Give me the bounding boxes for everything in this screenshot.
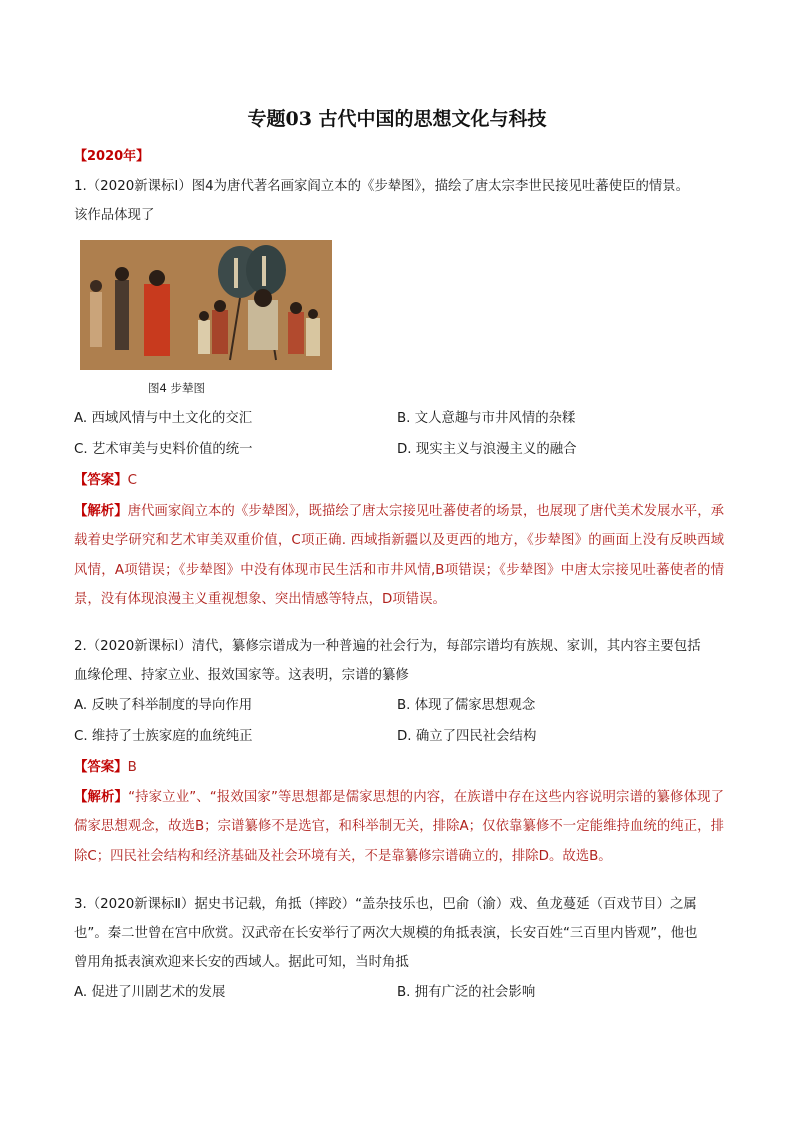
q2-answer-label: 【答案】 [74, 760, 128, 775]
q1-answer-label: 【答案】 [74, 473, 128, 488]
q3-option-a: A. 促进了川剧艺术的发展 [74, 985, 226, 1000]
q1-answer-value: C [127, 473, 137, 488]
q2-answer-value: B [127, 760, 137, 775]
q1-answer [74, 472, 137, 490]
painting-image [80, 240, 332, 370]
q3-stem-line1: 3.（2020新课标Ⅱ）据史书记载，角抵（摔跤）“盖杂技乐也，巴俞（渝）戏、鱼龙蔓延（百戏节目）之属 [74, 897, 697, 912]
q3-stem-line3: 曾用角抵表演欢迎来长安的西域人。据此可知，当时角抵 [74, 955, 409, 970]
q3-stem-line2: 也”。秦二世曾在宫中欣赏。汉武帝在长安举行了两次大规模的角抵表演，长安百姓“三百里内皆观”，他也 [74, 926, 698, 941]
q2-option-c: C. 维持了士族家庭的血统纯正 [74, 729, 253, 744]
q1-option-d: D. 现实主义与浪漫主义的融合 [397, 442, 577, 457]
q2-analysis [74, 783, 724, 875]
q2-option-a: A. 反映了科举制度的导向作用 [74, 698, 253, 713]
q2-option-d: D. 确立了四民社会结构 [397, 729, 537, 744]
q1-analysis-label: 【解析】 [74, 504, 128, 519]
page-title: 专题03 古代中国的思想文化与科技 [247, 108, 547, 130]
q2-analysis-text: “持家立业”、“报效国家”等思想都是儒家思想的内容，在族谱中存在这些内容说明宗谱的纂修体现了儒家思想观念，故选B；宗谱纂修不是选官，和科举制无关，排除A；仅依靠纂修不一定能维持血统的纯正，排除C；四民社会结构和经济基础及社会环境有关，不是靠纂修宗谱确立的，排除D。故选B。 [74, 790, 724, 864]
q1-option-b: B. 文人意趣与市井风情的杂糅 [397, 411, 576, 426]
q1-option-c: C. 艺术审美与史料价值的统一 [74, 442, 253, 457]
q2-stem-line2: 血缘伦理、持家立业、报效国家等。这表明，宗谱的纂修 [74, 668, 409, 683]
q2-analysis-label: 【解析】 [74, 790, 129, 805]
figure-caption: 图4 步辇图 [148, 381, 205, 395]
q1-analysis-text: 唐代画家阎立本的《步辇图》，既描绘了唐太宗接见吐蕃使者的场景，也展现了唐代美术发展水平，承载着史学研究和艺术审美双重价值，C项正确. 西域指新疆以及更西的地方，《步辇图》的画面上没有反映西域风情，A项错误；《步辇图》中没有体现市民生活和市井风情,B项错误；《步辇图》中唐太宗接见吐蕃使者的情景，没有体现浪漫主义重视想象、突出情感等特点，D项错误。 [74, 504, 724, 608]
painting-illustration [80, 240, 332, 370]
section-heading: 【2020年】 [74, 149, 150, 164]
q2-option-b: B. 体现了儒家思想观念 [397, 698, 536, 713]
q1-stem-line2: 该作品体现了 [74, 208, 155, 223]
q1-stem-line1: 1.（2020新课标Ⅰ）图4为唐代著名画家阎立本的《步辇图》，描绘了唐太宗李世民接见吐蕃使臣的情景。 [74, 179, 690, 194]
q1-option-a: A. 西域风情与中土文化的交汇 [74, 411, 253, 426]
q1-analysis [74, 497, 724, 625]
q2-answer [74, 759, 137, 777]
q2-stem-line1: 2.（2020新课标Ⅰ）清代，纂修宗谱成为一种普遍的社会行为，每部宗谱均有族规、家训，其内容主要包括 [74, 639, 701, 654]
q3-option-b: B. 拥有广泛的社会影响 [397, 985, 536, 1000]
